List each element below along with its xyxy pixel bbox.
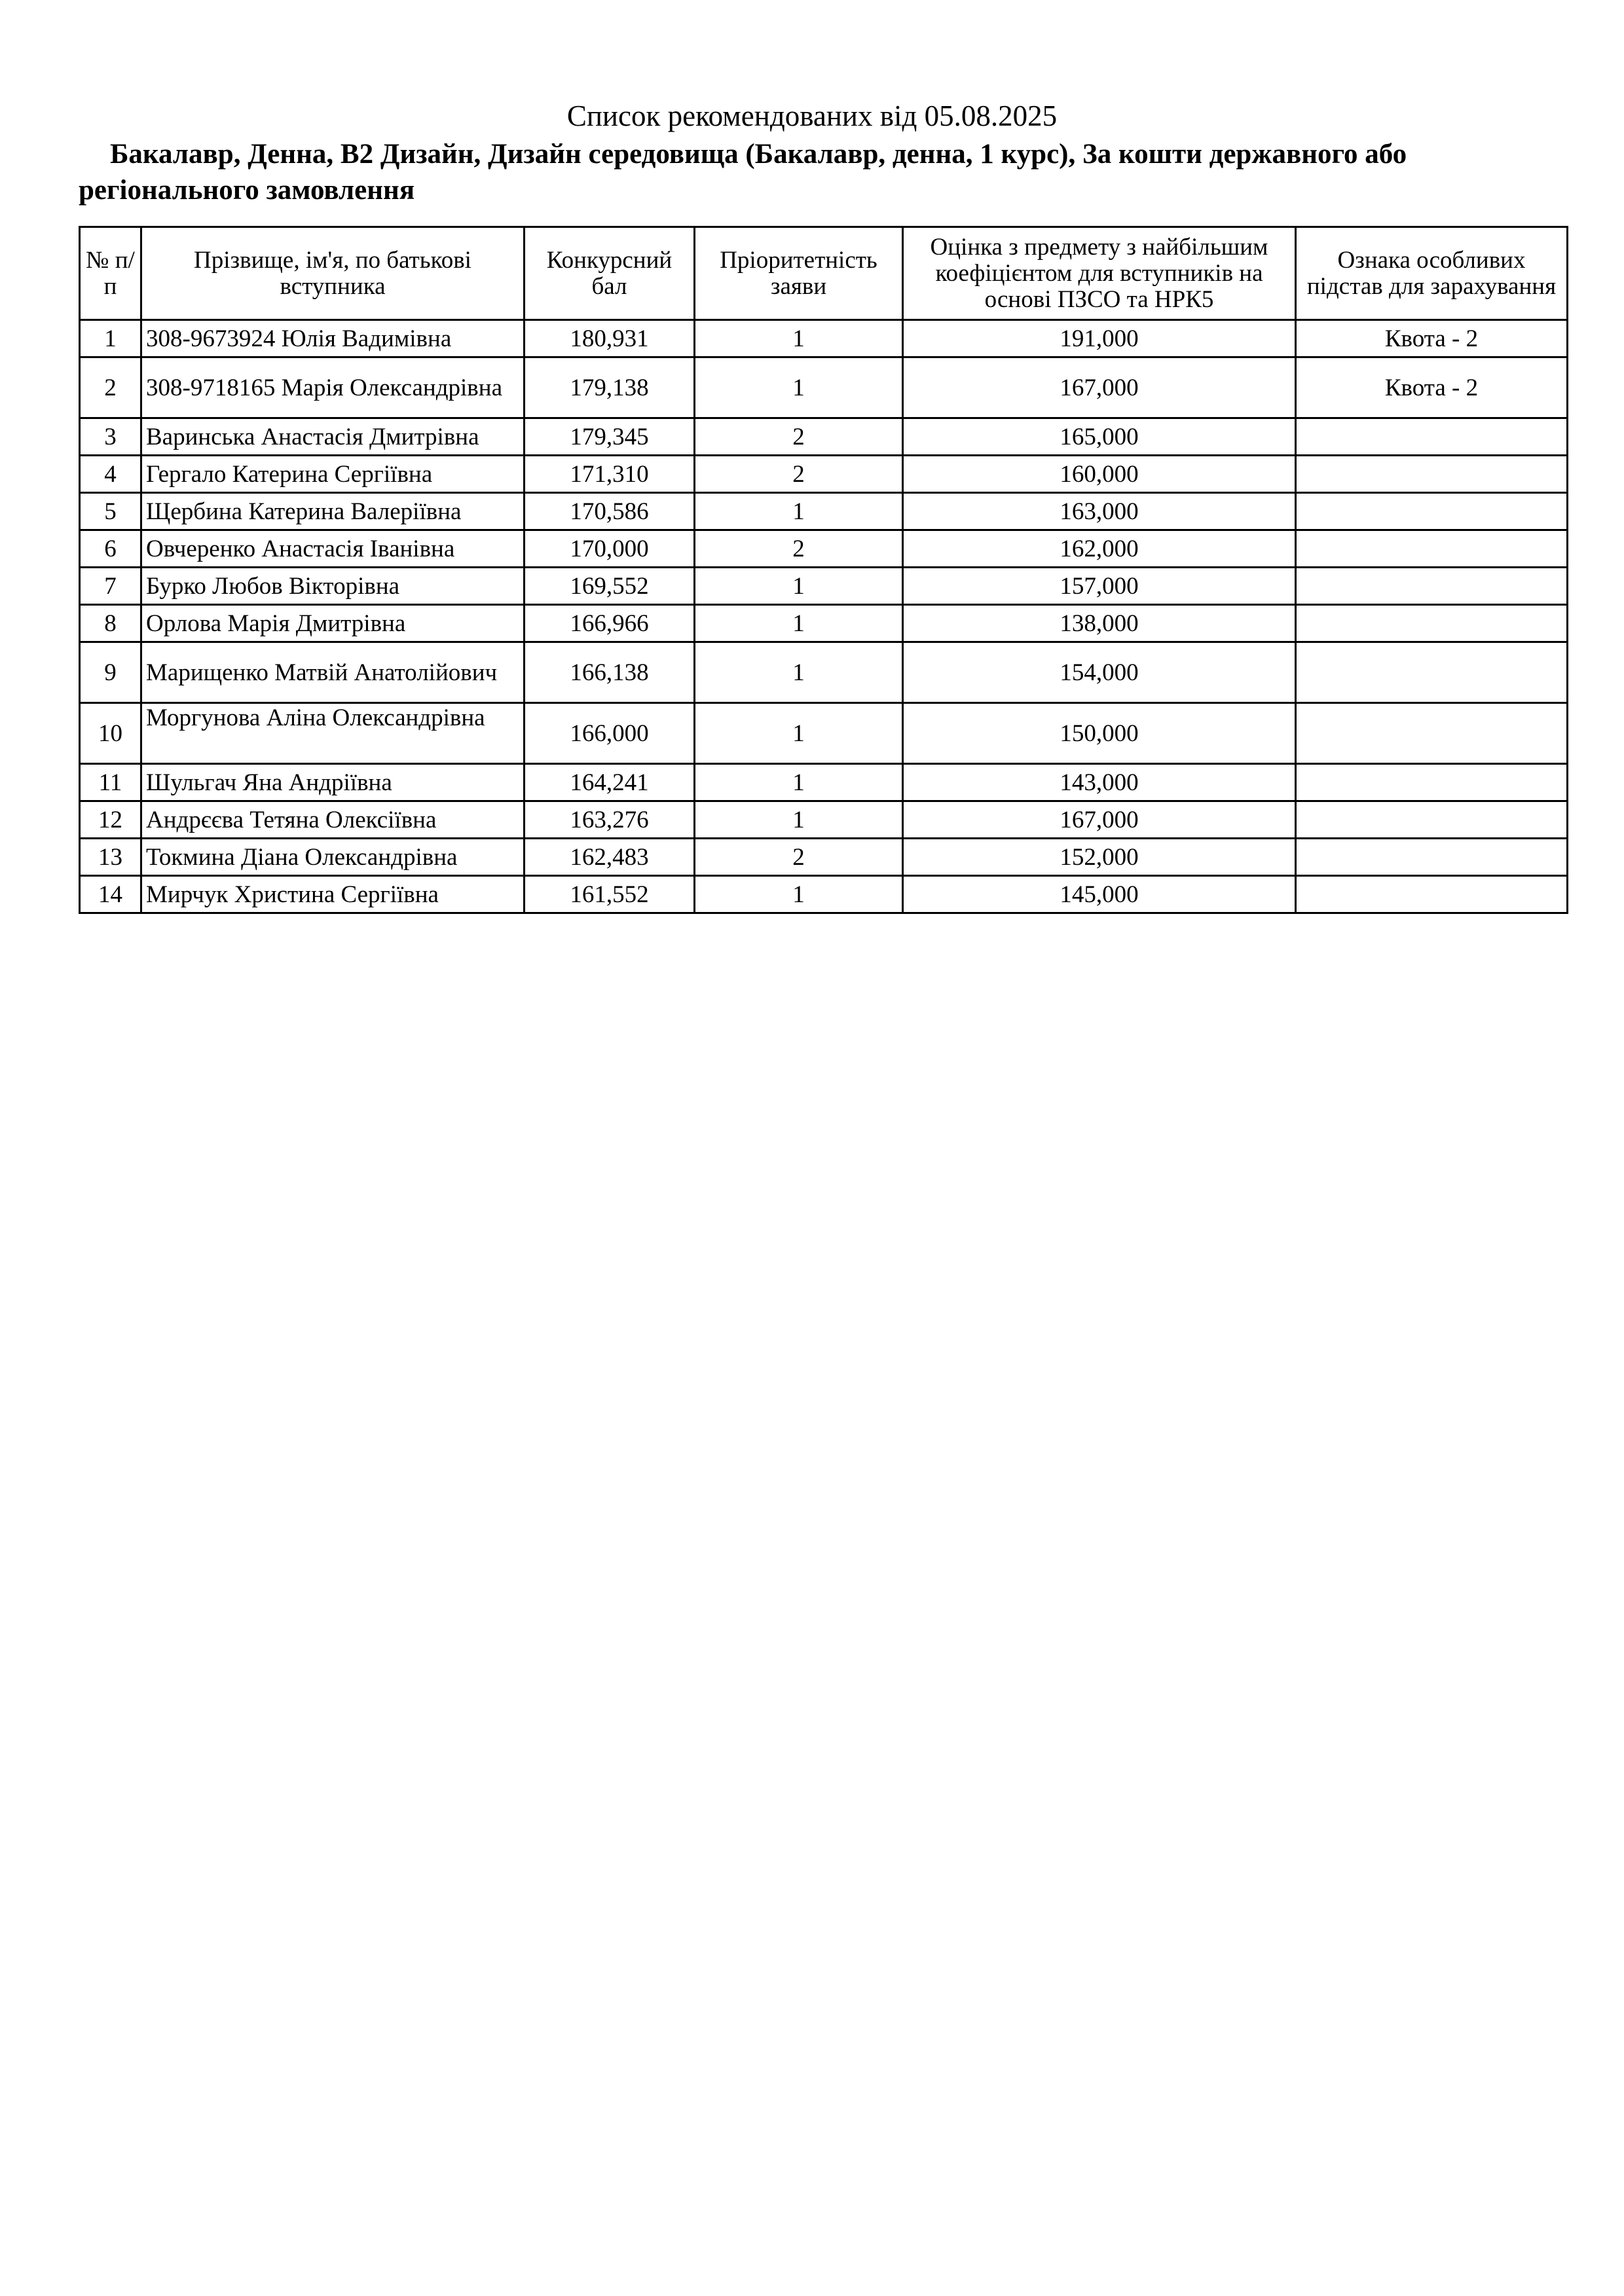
table-row — [80, 703, 1568, 764]
cell-special-grounds — [1296, 605, 1568, 642]
cell-num: 8 — [80, 605, 141, 642]
table-row — [80, 605, 1568, 642]
cell-name: Токмина Діана Олександрівна — [141, 839, 525, 876]
cell-special-grounds: Квота - 2 — [1296, 357, 1568, 418]
document-subtitle: Бакалавр, Денна, B2 Дизайн, Дизайн середовища (Бакалавр, денна, 1 курс), За кошти державного або регіонального замовлення — [79, 139, 1407, 206]
cell-priority: 1 — [695, 764, 903, 801]
table-row — [80, 568, 1568, 605]
table-row — [80, 642, 1568, 703]
cell-num: 1 — [80, 320, 141, 357]
cell-num: 13 — [80, 839, 141, 876]
cell-score: 179,345 — [525, 418, 695, 456]
cell-name: Варинська Анастасія Дмитрівна — [141, 418, 525, 456]
cell-priority: 1 — [695, 320, 903, 357]
cell-special-grounds: Квота - 2 — [1296, 320, 1568, 357]
cell-priority: 2 — [695, 418, 903, 456]
cell-name: Шульгач Яна Андріївна — [141, 764, 525, 801]
cell-num: 12 — [80, 801, 141, 839]
cell-name: Марищенко Матвій Анатолійович — [141, 642, 525, 703]
cell-priority: 1 — [695, 876, 903, 913]
cell-priority: 2 — [695, 839, 903, 876]
cell-subject-grade: 150,000 — [903, 703, 1296, 764]
cell-priority: 1 — [695, 801, 903, 839]
header-subject-grade: Оцінка з предмету з найбільшим коефіцієнтом для вступників на основі ПЗСО та НРК5 — [903, 227, 1296, 320]
cell-priority: 1 — [695, 703, 903, 764]
cell-num: 9 — [80, 642, 141, 703]
cell-priority: 1 — [695, 493, 903, 530]
cell-special-grounds — [1296, 568, 1568, 605]
cell-special-grounds — [1296, 764, 1568, 801]
cell-name: Орлова Марія Дмитрівна — [141, 605, 525, 642]
cell-subject-grade: 138,000 — [903, 605, 1296, 642]
cell-num: 7 — [80, 568, 141, 605]
cell-name: Мирчук Христина Сергіївна — [141, 876, 525, 913]
cell-subject-grade: 143,000 — [903, 764, 1296, 801]
cell-special-grounds — [1296, 418, 1568, 456]
cell-name: Моргунова Аліна Олександрівна — [141, 703, 525, 764]
cell-subject-grade: 163,000 — [903, 493, 1296, 530]
table-row — [80, 418, 1568, 456]
cell-priority: 1 — [695, 642, 903, 703]
cell-subject-grade: 152,000 — [903, 839, 1296, 876]
cell-priority: 1 — [695, 357, 903, 418]
cell-score: 166,966 — [525, 605, 695, 642]
cell-score: 164,241 — [525, 764, 695, 801]
cell-num: 14 — [80, 876, 141, 913]
cell-name: Андрєєва Тетяна Олексіївна — [141, 801, 525, 839]
table-header-row — [80, 227, 1568, 320]
cell-name: Щербина Катерина Валеріївна — [141, 493, 525, 530]
cell-num: 2 — [80, 357, 141, 418]
cell-subject-grade: 157,000 — [903, 568, 1296, 605]
header-score: Конкурсний бал — [525, 227, 695, 320]
document-title: Список рекомендованих від 05.08.2025 — [566, 100, 1058, 132]
cell-num: 6 — [80, 530, 141, 568]
cell-subject-grade: 167,000 — [903, 801, 1296, 839]
cell-special-grounds — [1296, 801, 1568, 839]
cell-special-grounds — [1296, 839, 1568, 876]
cell-score: 171,310 — [525, 456, 695, 493]
recommended-list-table — [79, 226, 1568, 914]
table-row — [80, 530, 1568, 568]
cell-special-grounds — [1296, 530, 1568, 568]
cell-subject-grade: 165,000 — [903, 418, 1296, 456]
cell-subject-grade: 145,000 — [903, 876, 1296, 913]
cell-priority: 1 — [695, 568, 903, 605]
table-row — [80, 876, 1568, 913]
cell-name: Овчеренко Анастасія Іванівна — [141, 530, 525, 568]
table-row — [80, 456, 1568, 493]
cell-score: 170,000 — [525, 530, 695, 568]
cell-score: 180,931 — [525, 320, 695, 357]
cell-num: 4 — [80, 456, 141, 493]
cell-score: 166,138 — [525, 642, 695, 703]
cell-num: 10 — [80, 703, 141, 764]
cell-priority: 1 — [695, 605, 903, 642]
cell-subject-grade: 160,000 — [903, 456, 1296, 493]
table-row — [80, 839, 1568, 876]
header-special-grounds: Ознака особливих підстав для зарахування — [1296, 227, 1568, 320]
cell-score: 163,276 — [525, 801, 695, 839]
cell-special-grounds — [1296, 493, 1568, 530]
cell-special-grounds — [1296, 642, 1568, 703]
cell-name: Гергало Катерина Сергіївна — [141, 456, 525, 493]
cell-subject-grade: 167,000 — [903, 357, 1296, 418]
table-row — [80, 801, 1568, 839]
cell-score: 169,552 — [525, 568, 695, 605]
table-row — [80, 764, 1568, 801]
table-row — [80, 493, 1568, 530]
table-row — [80, 357, 1568, 418]
cell-score: 170,586 — [525, 493, 695, 530]
cell-special-grounds — [1296, 876, 1568, 913]
cell-score: 179,138 — [525, 357, 695, 418]
cell-num: 11 — [80, 764, 141, 801]
cell-num: 5 — [80, 493, 141, 530]
cell-name: 308-9673924 Юлія Вадимівна — [141, 320, 525, 357]
cell-priority: 2 — [695, 456, 903, 493]
cell-subject-grade: 162,000 — [903, 530, 1296, 568]
cell-score: 162,483 — [525, 839, 695, 876]
cell-score: 166,000 — [525, 703, 695, 764]
cell-num: 3 — [80, 418, 141, 456]
cell-score: 161,552 — [525, 876, 695, 913]
cell-name: 308-9718165 Марія Олександрівна — [141, 357, 525, 418]
cell-special-grounds — [1296, 703, 1568, 764]
header-num: № п/п — [80, 227, 141, 320]
cell-name: Бурко Любов Вікторівна — [141, 568, 525, 605]
cell-priority: 2 — [695, 530, 903, 568]
cell-special-grounds — [1296, 456, 1568, 493]
cell-subject-grade: 154,000 — [903, 642, 1296, 703]
table-row — [80, 320, 1568, 357]
header-name: Прізвище, ім'я, по батькові вступника — [141, 227, 525, 320]
header-priority: Пріоритетність заяви — [695, 227, 903, 320]
cell-subject-grade: 191,000 — [903, 320, 1296, 357]
